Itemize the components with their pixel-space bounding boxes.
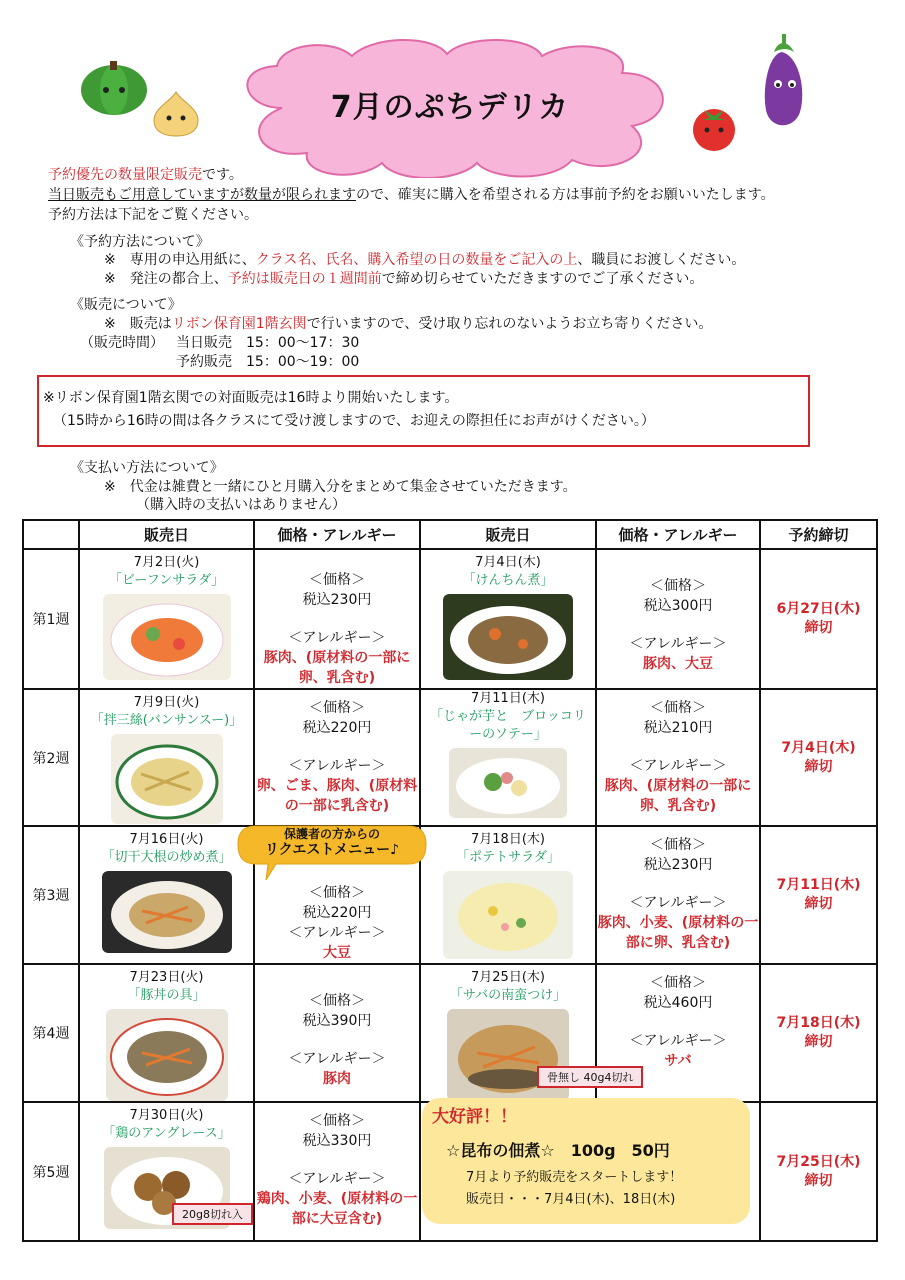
sale-date: 7月16日(火): [129, 832, 204, 847]
price: 税込230円: [302, 592, 372, 608]
reservation-heading: 《予約方法について》: [70, 234, 210, 250]
dish-photo: [106, 1009, 228, 1101]
text: クラス名、氏名、購入希望の日の数量をご記入の上: [255, 252, 578, 268]
deadline-date: 7月4日(木): [781, 739, 856, 756]
dish-name: 「ビーフンサラダ」: [108, 573, 225, 588]
dish-name: 「サバの南蛮つけ」: [449, 988, 567, 1003]
deadline-label: 締切: [804, 758, 833, 775]
intro-text: ので、確実に購入を希望される方は事前予約をお願いいたします。: [356, 187, 775, 203]
dish-photo: [111, 734, 223, 824]
price-cell: [596, 826, 760, 964]
intro-underlined-text: 当日販売もご用意していますが数量が限られます: [48, 187, 356, 203]
promo-line-1: 7月より予約販売をスタートします！: [466, 1170, 683, 1185]
sale-date: 7月23日(火): [129, 970, 204, 985]
price-label: ＜価格＞: [309, 572, 365, 588]
allergy-text: サバ: [664, 1053, 692, 1069]
request-bubble-text: [240, 826, 424, 858]
allergy-text: 鶏肉、小麦、(原材料の一部に大豆含む): [256, 1191, 418, 1227]
allergy-label: ＜アレルギー＞: [288, 925, 386, 941]
sale-date: 7月2日(火): [133, 555, 200, 570]
intro-line-2: [48, 184, 775, 204]
week-label: 第4週: [23, 964, 79, 1102]
text: ※ 専用の申込用紙に、: [104, 252, 256, 268]
deadline-cell: [760, 689, 877, 826]
deadline-label: 締切: [804, 620, 833, 636]
table-row: [23, 689, 877, 826]
table-row: [23, 826, 877, 964]
intro-line-3: 予約方法は下記をご覧ください。: [48, 207, 258, 223]
menu-cell: [79, 964, 254, 1102]
text: 予約は販売日の１週間前: [227, 271, 382, 287]
week-label: 第2週: [23, 689, 79, 826]
price-label: ＜価格＞: [309, 885, 365, 901]
price-label: ＜価格＞: [650, 700, 706, 716]
notice-line-2: （15時から16時の間は各クラスにて受け渡しますので、お迎えの際担任にお声がけください。）: [53, 413, 655, 429]
header-deadline: 予約締切: [760, 520, 877, 549]
saba-portion-tag: 骨無し 40g4切れ: [537, 1066, 643, 1088]
intro-text: です。: [202, 167, 243, 183]
week-label: 第5週: [23, 1102, 79, 1241]
limited-sale-text: 予約優先の数量限定販売: [48, 167, 202, 183]
header-price-allergy: 価格・アレルギー: [254, 520, 420, 549]
text: で行いますので、受け取り忘れのないようお立ち寄りください。: [306, 316, 713, 332]
allergy-text: 豚肉、小麦、(原材料の一部に卵、乳含む): [597, 915, 759, 951]
deadline-cell: [760, 826, 877, 964]
onion-icon: [150, 90, 202, 138]
allergy-text: 豚肉、(原材料の一部に卵、乳含む): [263, 650, 411, 686]
price-cell: [596, 689, 760, 826]
dish-photo: [449, 748, 567, 818]
reservation-item-1: [104, 249, 745, 269]
allergy-text: 豚肉: [323, 1071, 351, 1087]
week-label: 第3週: [23, 826, 79, 964]
allergy-label: ＜アレルギー＞: [629, 758, 727, 774]
dish-name: 「豚丼の具」: [127, 988, 206, 1003]
sales-heading: 《販売について》: [70, 297, 182, 313]
price: 税込300円: [643, 598, 713, 614]
price: 税込390円: [302, 1013, 372, 1029]
allergy-text: 卵、ごま、豚肉、(原材料の一部に乳含む): [256, 778, 418, 814]
text: ※ 発注の都合上、: [104, 271, 228, 287]
deadline-label: 締切: [804, 1172, 833, 1189]
intro-line-1: [48, 164, 243, 184]
sale-date: 7月9日(火): [133, 695, 200, 710]
deadline-cell: [760, 964, 877, 1102]
sales-time-label: （販売時間）: [80, 335, 164, 351]
page-title: 7月のぷちデリカ: [330, 90, 570, 125]
menu-cell: [420, 689, 596, 826]
notice-line-1: ※リボン保育園1階玄関での対面販売は16時より開始いたします。: [43, 390, 459, 406]
promo-product: ☆昆布の佃煮☆ 100g 50円: [446, 1141, 670, 1160]
allergy-label: ＜アレルギー＞: [629, 1033, 727, 1049]
sale-date: 7月30日(火): [129, 1108, 204, 1123]
price-cell: [254, 549, 420, 689]
header-sale-date: 販売日: [420, 520, 596, 549]
pumpkin-icon: [78, 58, 150, 118]
deadline-date: 7月25日(木): [776, 1153, 861, 1170]
text: ※ 販売は: [104, 316, 172, 332]
menu-cell: [420, 549, 596, 689]
menu-cell: [79, 549, 254, 689]
dish-name: 「鶏のアングレース」: [102, 1126, 231, 1141]
sales-item: [104, 313, 712, 333]
price-label: ＜価格＞: [650, 975, 706, 991]
payment-line-1: ※ 代金は雑費と一緒にひと月購入分をまとめて集金させていただきます。: [104, 479, 577, 495]
bubble-line-2: リクエストメニュー♪: [264, 842, 400, 858]
table-header-row: [23, 520, 877, 549]
dish-name: 「ポテトサラダ」: [456, 850, 560, 865]
bubble-line-1: 保護者の方からの: [283, 827, 380, 841]
dish-photo: [102, 871, 232, 953]
allergy-label: ＜アレルギー＞: [288, 1051, 386, 1067]
week-label: 第1週: [23, 549, 79, 689]
deadline-date: 7月11日(木): [776, 877, 861, 893]
price: 税込330円: [302, 1133, 372, 1149]
deadline-date: 7月18日(木): [776, 1015, 861, 1031]
price-label: ＜価格＞: [650, 837, 706, 853]
sale-date: 7月4日(木): [475, 555, 541, 570]
payment-line-2: （購入時の支払いはありません）: [136, 497, 346, 513]
price: 税込220円: [302, 720, 372, 736]
dish-photo: [443, 871, 573, 959]
text: 、職員にお渡しください。: [577, 252, 746, 268]
price-label: ＜価格＞: [309, 993, 365, 1009]
allergy-label: ＜アレルギー＞: [288, 1171, 386, 1187]
deadline-date: 6月27日(木): [776, 601, 861, 617]
price-cell: [254, 964, 420, 1102]
sale-date: 7月11日(木): [471, 691, 545, 706]
allergy-text: 豚肉、大豆: [643, 656, 713, 672]
dish-name: 「けんちん煮」: [462, 573, 554, 588]
menu-cell: [79, 689, 254, 826]
dish-photo: [103, 594, 231, 680]
allergy-label: ＜アレルギー＞: [288, 630, 386, 646]
price-cell: [254, 1102, 420, 1241]
allergy-label: ＜アレルギー＞: [288, 758, 386, 774]
allergy-text: 豚肉、(原材料の一部に卵、乳含む): [604, 778, 752, 814]
dish-name: 「じゃが芋と ブロッコリーのソテー」: [430, 709, 586, 742]
menu-cell: [79, 826, 254, 964]
table-row: [23, 964, 877, 1102]
allergy-label: ＜アレルギー＞: [629, 636, 727, 652]
deadline-label: 締切: [804, 896, 833, 912]
promo-line-2: 販売日・・・7月4日(木)、18日(木): [466, 1192, 676, 1207]
deadline-cell: [760, 1102, 877, 1241]
price: 税込230円: [643, 857, 713, 873]
text: リボン保育園1階玄関: [171, 316, 307, 332]
header-week: [23, 520, 79, 549]
dish-photo: [443, 594, 573, 680]
dish-name: 「拌三絲(バンサンスー)」: [90, 713, 243, 728]
menu-cell: [420, 826, 596, 964]
price: 税込210円: [643, 720, 713, 736]
chicken-portion-tag: 20g8切れ入: [172, 1203, 253, 1225]
promo-box: [422, 1098, 750, 1224]
allergy-label: ＜アレルギー＞: [629, 895, 727, 911]
price-label: ＜価格＞: [309, 1113, 365, 1129]
reserved-time: 予約販売 15：00～19：00: [176, 354, 360, 370]
header-sale-date: 販売日: [79, 520, 254, 549]
dish-name: 「切干大根の炒め煮」: [101, 850, 232, 865]
sale-date: 7月18日(木): [471, 832, 545, 847]
sale-date: 7月25日(木): [471, 970, 545, 985]
price-label: ＜価格＞: [309, 700, 365, 716]
price-cell: [254, 689, 420, 826]
price-label: ＜価格＞: [650, 578, 706, 594]
deadline-label: 締切: [804, 1034, 833, 1050]
price: 税込220円: [302, 905, 372, 921]
allergy-text: 大豆: [323, 945, 351, 961]
deadline-cell: [760, 549, 877, 689]
promo-headline: 大好評！！: [432, 1107, 517, 1127]
price: 税込460円: [643, 995, 713, 1011]
eggplant-icon: [760, 32, 810, 132]
notice-box: [37, 375, 810, 447]
text: で締め切らせていただきますのでご了承ください。: [381, 271, 704, 287]
price-cell: [596, 549, 760, 689]
table-row: [23, 549, 877, 689]
tomato-icon: [688, 100, 740, 152]
reservation-item-2: [104, 268, 703, 288]
header-price-allergy: 価格・アレルギー: [596, 520, 760, 549]
same-day-time: 当日販売 15：00～17：30: [176, 335, 360, 351]
payment-heading: 《支払い方法について》: [70, 460, 224, 476]
